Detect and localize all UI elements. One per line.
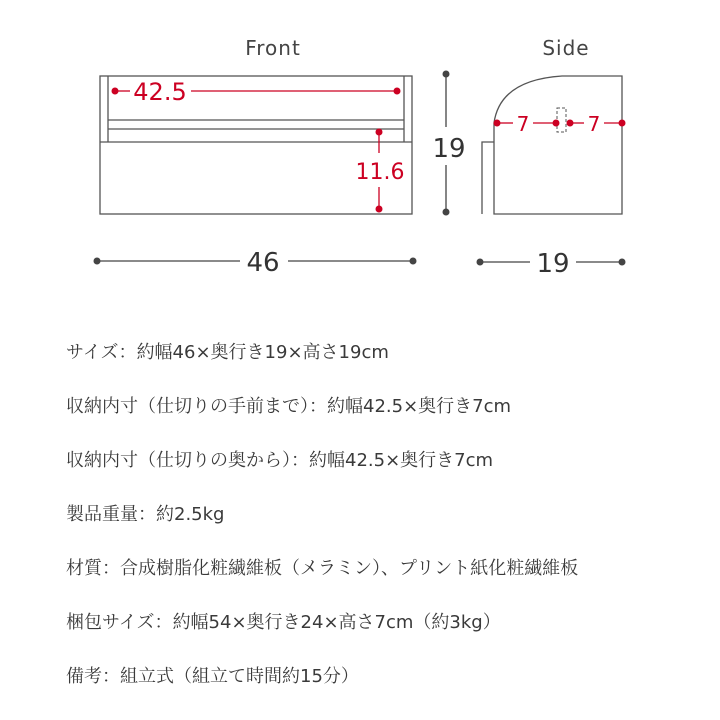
side-depth-dot-right	[619, 120, 626, 127]
side-label: Side	[542, 36, 590, 60]
total-height-dimension	[432, 71, 465, 216]
side-depth-dot-mid-left	[553, 120, 560, 127]
total-width-value: 46	[246, 248, 280, 278]
spec-row-inner-back	[66, 444, 578, 498]
side-divider-mark	[557, 108, 566, 132]
spec-row-weight	[66, 498, 578, 552]
side-total-depth-dimension	[477, 249, 626, 279]
inner-height-dimension	[356, 129, 405, 213]
inner-height-dot-top	[376, 129, 383, 136]
inner-height-value: 11.6	[355, 160, 405, 185]
side-depth-dot-mid-right	[567, 120, 574, 127]
total-width-dot-left	[94, 258, 101, 265]
dimension-diagram	[0, 0, 720, 300]
side-depth-right-value: 7	[587, 112, 601, 136]
spec-label: 備考：	[66, 666, 120, 687]
spec-label: 収納内寸（仕切りの奥から）：	[66, 450, 309, 471]
inner-width-dimension	[112, 78, 401, 106]
inner-width-dot-right	[394, 88, 401, 95]
side-bottom-panel	[482, 142, 494, 214]
inner-height-dot-bottom	[376, 206, 383, 213]
spec-list	[66, 336, 578, 714]
spec-value: 約幅46×奥行き19×高さ19cm	[136, 342, 389, 363]
side-outline	[494, 76, 622, 214]
spec-row-size	[66, 336, 578, 390]
side-depth-left-value: 7	[516, 112, 530, 136]
inner-width-value: 42.5	[133, 78, 187, 106]
total-width-dimension	[94, 248, 417, 278]
spec-label: 梱包サイズ：	[66, 612, 173, 633]
spec-label: 収納内寸（仕切りの手前まで）：	[66, 396, 327, 417]
front-label: Front	[245, 36, 301, 60]
spec-value: 組立式（組立て時間約15分）	[120, 666, 359, 687]
spec-value: 約2.5kg	[156, 504, 225, 525]
spec-value: 約幅42.5×奥行き7cm	[309, 450, 494, 471]
inner-width-dot-left	[112, 88, 119, 95]
spec-value: 約幅42.5×奥行き7cm	[327, 396, 512, 417]
side-depth-dimension	[494, 112, 626, 136]
spec-label: サイズ：	[66, 342, 137, 363]
spec-label: 製品重量：	[66, 504, 156, 525]
side-total-dot-right	[619, 259, 626, 266]
spec-row-package	[66, 606, 578, 660]
spec-value: 合成樹脂化粧繊維板（メラミン）、プリント紙化粧繊維板	[120, 558, 579, 579]
spec-row-notes	[66, 660, 578, 714]
side-view	[482, 76, 622, 214]
total-height-dot-bottom	[443, 209, 450, 216]
total-height-value: 19	[432, 134, 466, 164]
side-total-dot-left	[477, 259, 484, 266]
spec-value: 約幅54×奥行き24×高さ7cm（約3kg）	[172, 612, 501, 633]
spec-label: 材質：	[66, 558, 120, 579]
total-width-dot-right	[410, 258, 417, 265]
spec-row-material	[66, 552, 578, 606]
total-height-dot-top	[443, 71, 450, 78]
side-total-depth-value: 19	[536, 249, 570, 279]
side-depth-dot-left	[494, 120, 501, 127]
spec-row-inner-front	[66, 390, 578, 444]
